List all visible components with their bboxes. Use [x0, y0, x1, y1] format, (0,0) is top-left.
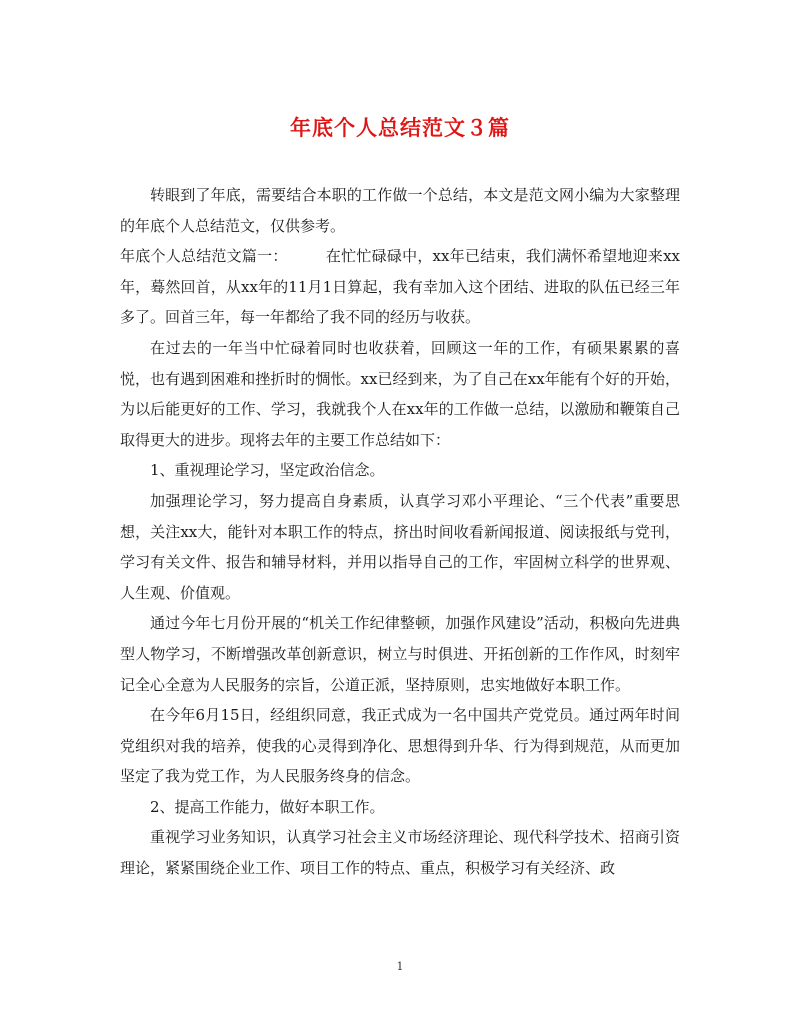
document-body — [120, 180, 680, 884]
section1-paragraph — [120, 241, 680, 333]
paragraph-2: 在过去的一年当中忙碌着同时也收获着，回顾这一年的工作，有硕果累累的喜悦，也有遇到困难和挫折时的惆怅。xx已经到来，为了自己在xx年能有个好的开始，为以后能更好的工作、学习，我就我个人在xx年的工作做一总结，以激励和鞭策自己取得更大的进步。现将去年的主要工作总结如下： — [120, 338, 680, 449]
intro-paragraph: 转眼到了年底，需要结合本职的工作做一个总结，本文是范文网小编为大家整理的年底个人总结范文，仅供参考。 — [120, 186, 680, 235]
heading-2: 2、提高工作能力，做好本职工作。 — [150, 797, 385, 816]
section1-text: 在忙忙碌碌中，xx年已结束，我们满怀希望地迎来xx年，蓦然回首，从xx年的11月1日算起，我有幸加入这个团结、进取的队伍已经三年多了。回首三年，每一年都给了我不同的经历与收获。 — [120, 247, 680, 327]
section1-label: 年底个人总结范文篇一： — [120, 247, 288, 266]
paragraph-5: 在今年6月15日，经组织同意，我正式成为一名中国共产党党员。通过两年时间党组织对我的培养，使我的心灵得到净化、思想得到升华、行为得到规范，从而更加坚定了我为党工作，为人民服务终身的信念。 — [120, 706, 680, 786]
heading-1: 1、重视理论学习，坚定政治信念。 — [150, 461, 385, 480]
page-number: 1 — [396, 960, 404, 973]
paragraph-6: 重视学习业务知识，认真学习社会主义市场经济理论、现代科学技术、招商引资理论，紧紧围绕企业工作、项目工作的特点、重点，积极学习有关经济、政 — [120, 828, 680, 878]
document-title: 年底个人总结范文３篇 — [290, 115, 510, 140]
paragraph-4: 通过今年七月份开展的“机关工作纪律整顿，加强作风建设”活动，积极向先进典型人物学习，不断增强改革创新意识，树立与时俱进、开拓创新的工作作风，时刻牢记全心全意为人民服务的宗旨，公道正派，坚持原则，忠实地做好本职工作。 — [120, 614, 680, 694]
paragraph-3: 加强理论学习，努力提高自身素质，认真学习邓小平理论、“三个代表”重要思想，关注xx大，能针对本职工作的特点，挤出时间收看新闻报道、阅读报纸与党刊，学习有关文件、报告和辅导材料，并用以指导自己的工作，牢固树立科学的世界观、人生观、价值观。 — [120, 491, 680, 602]
